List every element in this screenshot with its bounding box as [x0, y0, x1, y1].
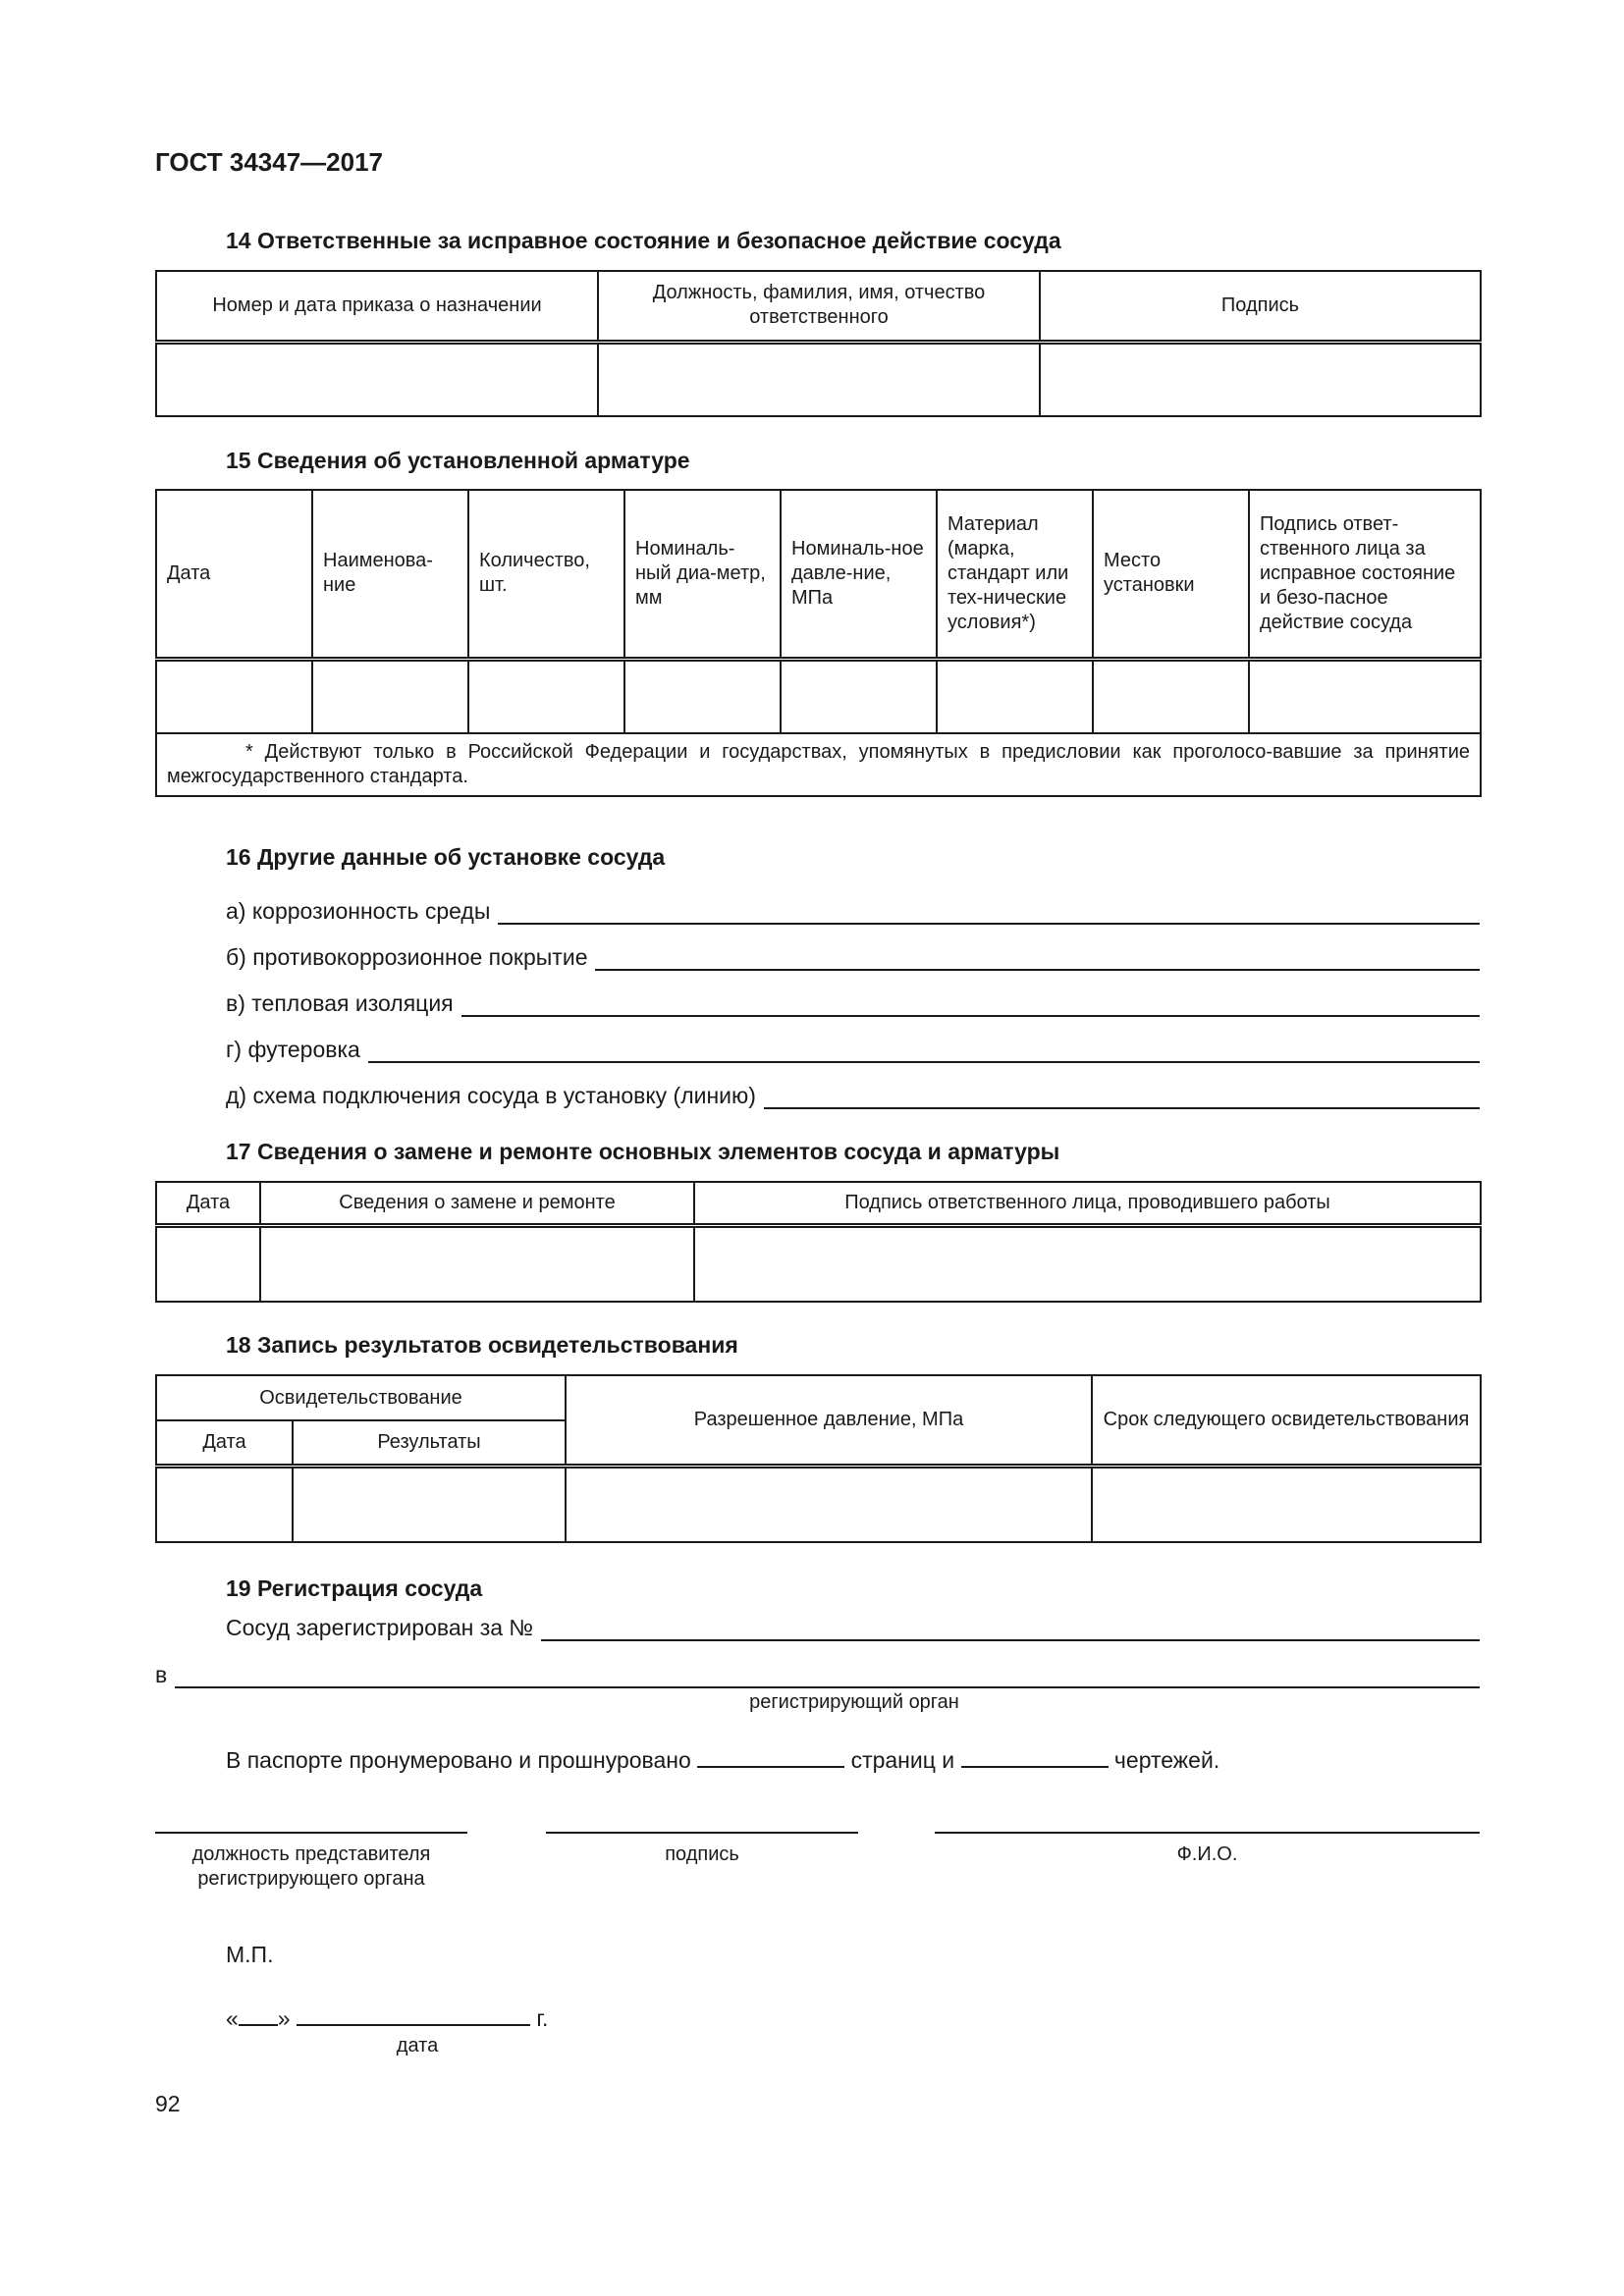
signature-caption: подпись [665, 1843, 739, 1865]
fill-line[interactable] [368, 1038, 1480, 1063]
field-registration-number[interactable] [226, 1610, 1480, 1641]
cell-responsible-name[interactable] [598, 342, 1040, 416]
col-inspection-group: Освидетельствование [156, 1375, 566, 1420]
col-next-inspection: Срок следующего освидетельствования [1092, 1375, 1481, 1466]
fill-line[interactable] [764, 1084, 1480, 1109]
cell-date[interactable] [156, 1225, 260, 1302]
date-field [226, 2002, 548, 2032]
col-allowed-pressure: Разрешенное давление, МПа [566, 1375, 1092, 1466]
field-corrosivity[interactable] [226, 893, 1480, 925]
pages-statement [226, 1744, 1219, 1774]
authority-caption: регистрирующий орган [749, 1691, 959, 1713]
position-signature-line[interactable] [155, 1832, 467, 1834]
cell-repair-info[interactable] [260, 1225, 694, 1302]
cell-location[interactable] [1093, 659, 1249, 733]
cell-name[interactable] [312, 659, 468, 733]
label-in: в [155, 1662, 168, 1687]
col-inspection-results: Результаты [293, 1420, 566, 1466]
drawings-count-blank[interactable] [961, 1744, 1109, 1768]
pages-count-blank[interactable] [697, 1744, 844, 1768]
cell-date[interactable] [156, 659, 312, 733]
col-date: Дата [156, 1182, 260, 1225]
field-registration-authority[interactable] [155, 1657, 1480, 1688]
label-anticorrosion: б) противокоррозионное покрытие [226, 944, 588, 970]
section-16-title: 16 Другие данные об установке сосуда [226, 844, 666, 870]
section-15-title: 15 Сведения об установленной арматуре [226, 448, 690, 473]
cell-material[interactable] [937, 659, 1093, 733]
col-nominal-diameter: Номиналь-ный диа-метр, мм [624, 490, 781, 659]
col-worker-signature: Подпись ответственного лица, проводившего работы [694, 1182, 1481, 1225]
section-19-title: 19 Регистрация сосуда [226, 1575, 483, 1601]
col-quantity: Количество, шт. [468, 490, 624, 659]
fill-line[interactable] [498, 899, 1480, 925]
cell-nominal-diameter[interactable] [624, 659, 781, 733]
quote-close: » [277, 2005, 291, 2031]
label-registration-number: Сосуд зарегистрирован за № [226, 1615, 534, 1640]
fill-line[interactable] [175, 1663, 1480, 1688]
field-connection-scheme[interactable] [226, 1078, 1480, 1109]
col-signature: Подпись [1040, 271, 1481, 342]
field-anticorrosion[interactable] [226, 939, 1480, 971]
field-insulation[interactable] [226, 986, 1480, 1017]
field-lining[interactable] [226, 1032, 1480, 1063]
label-connection-scheme: д) схема подключения сосуда в установку (линию) [226, 1083, 756, 1108]
position-caption: должность представителя регистрирующего органа [191, 1843, 431, 1890]
fill-line[interactable] [461, 991, 1480, 1017]
col-repair-info: Сведения о замене и ремонте [260, 1182, 694, 1225]
cell-inspection-results[interactable] [293, 1466, 566, 1542]
col-responsible-name: Должность, фамилия, имя, отчество ответственного [598, 271, 1040, 342]
fill-line[interactable] [541, 1616, 1480, 1641]
cell-worker-signature[interactable] [694, 1225, 1481, 1302]
col-order-number: Номер и дата приказа о назначении [156, 271, 598, 342]
col-location: Место установки [1093, 490, 1249, 659]
document-header: ГОСТ 34347—2017 [155, 147, 383, 177]
signature-line[interactable] [546, 1832, 858, 1834]
full-name-line[interactable] [935, 1832, 1480, 1834]
stamp-label: М.П. [226, 1942, 274, 1967]
section-17-title: 17 Сведения о замене и ремонте основных элементов сосуда и арматуры [226, 1139, 1060, 1164]
full-name-caption: Ф.И.О. [1176, 1843, 1238, 1865]
responsible-persons-table [155, 270, 1482, 417]
cell-responsible-signature[interactable] [1249, 659, 1481, 733]
pages-text-2: страниц и [850, 1747, 955, 1773]
inspection-table [155, 1374, 1482, 1543]
date-caption: дата [396, 2035, 439, 2056]
quote-open: « [226, 2005, 239, 2031]
cell-allowed-pressure[interactable] [566, 1466, 1092, 1542]
col-name: Наименова-ние [312, 490, 468, 659]
section-18-title: 18 Запись результатов освидетельствования [226, 1332, 738, 1358]
cell-inspection-date[interactable] [156, 1466, 293, 1542]
label-corrosivity: а) коррозионность среды [226, 898, 491, 924]
pages-text-3: чертежей. [1113, 1747, 1220, 1773]
cell-order-number[interactable] [156, 342, 598, 416]
day-blank[interactable] [239, 2002, 278, 2026]
fill-line[interactable] [595, 945, 1480, 971]
year-suffix: г. [536, 2005, 549, 2031]
cell-nominal-pressure[interactable] [781, 659, 937, 733]
section-14-title: 14 Ответственные за исправное состояние и безопасное действие сосуда [226, 228, 1061, 253]
repair-table [155, 1181, 1482, 1303]
page-number: 92 [155, 2091, 181, 2116]
cell-signature[interactable] [1040, 342, 1481, 416]
col-material: Материал (марка, стандарт или тех-нические условия*) [937, 490, 1093, 659]
label-lining: г) футеровка [226, 1037, 360, 1062]
cell-quantity[interactable] [468, 659, 624, 733]
col-inspection-date: Дата [156, 1420, 293, 1466]
label-insulation: в) тепловая изоляция [226, 990, 454, 1016]
cell-next-inspection[interactable] [1092, 1466, 1481, 1542]
fittings-table [155, 489, 1482, 797]
footnote: * Действуют только в Российской Федерации и государствах, упомянутых в предисловии как проголосо-вавшие за принятие межгосударственного стандарта. [156, 733, 1481, 796]
pages-text-1: В паспорте пронумеровано и прошнуровано [226, 1747, 691, 1773]
month-year-blank[interactable] [297, 2002, 530, 2026]
col-responsible-signature: Подпись ответ-ственного лица за исправное состояние и безо-пасное действие сосуда [1249, 490, 1481, 659]
col-date: Дата [156, 490, 312, 659]
col-nominal-pressure: Номиналь-ное давле-ние, МПа [781, 490, 937, 659]
